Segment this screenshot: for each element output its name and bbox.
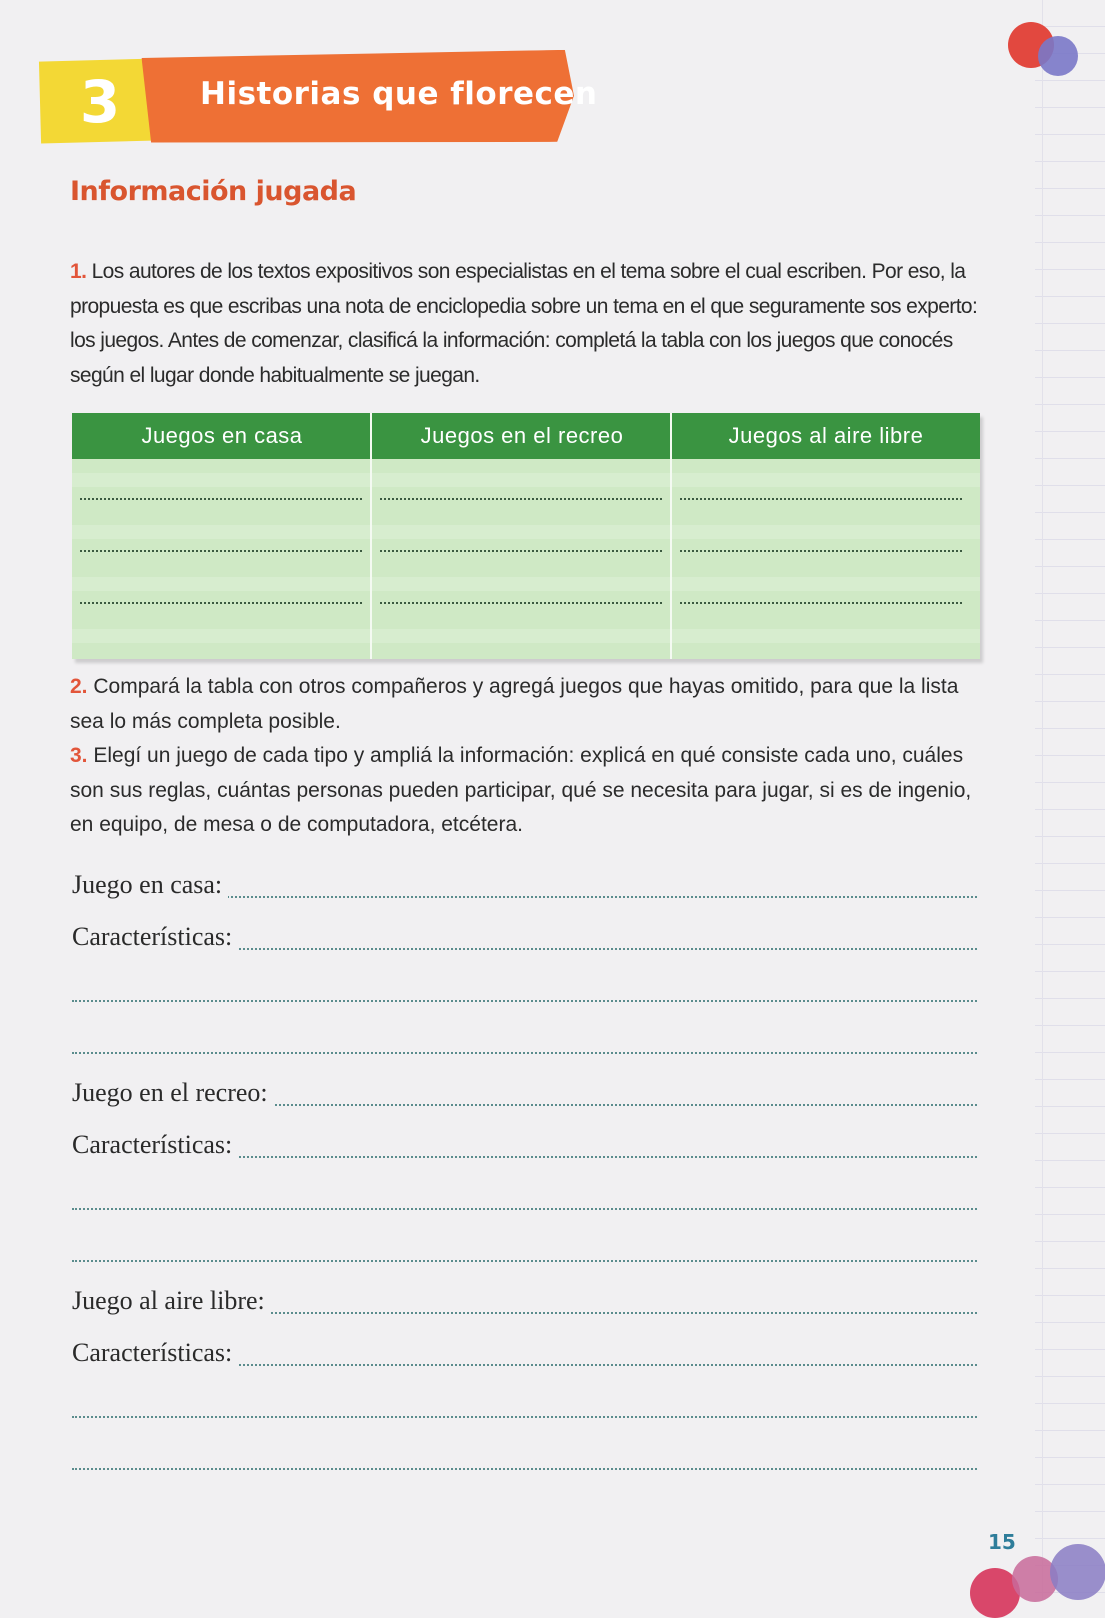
write-line-blank[interactable] — [72, 1230, 977, 1270]
table-stripe — [72, 473, 980, 487]
field-label: Características: — [72, 922, 238, 952]
exercise-2-number: 2. — [70, 675, 88, 698]
exercise-1-number: 1. — [70, 260, 87, 283]
field-juego-casa[interactable] — [72, 866, 977, 906]
write-line — [72, 1052, 977, 1054]
write-line-blank[interactable] — [72, 1438, 977, 1478]
table-cell-line[interactable] — [380, 602, 662, 604]
section-title: Información jugada — [70, 176, 357, 207]
field-label: Juego en casa: — [72, 870, 228, 900]
exercise-3 — [70, 739, 990, 843]
table-cell-line[interactable] — [80, 602, 362, 604]
field-caracteristicas-aire-libre[interactable] — [72, 1334, 977, 1374]
exercise-2 — [70, 670, 990, 739]
table-cell-line[interactable] — [380, 498, 662, 500]
table-stripe — [72, 525, 980, 539]
exercise-3-number: 3. — [70, 744, 88, 767]
exercises-2-3 — [70, 670, 990, 843]
table-column-divider — [670, 413, 672, 659]
page-number: 15 — [988, 1530, 1016, 1554]
table-header-recreo: Juegos en el recreo — [420, 423, 624, 448]
exercise-2-text: Compará la tabla con otros compañeros y agregá juegos que hayas omitido, para que la lista sea lo más completa posible. — [70, 675, 959, 733]
table-cell-line[interactable] — [80, 498, 362, 500]
field-caracteristicas-casa[interactable] — [72, 918, 977, 958]
write-line — [72, 1260, 977, 1262]
write-line-blank[interactable] — [72, 1386, 977, 1426]
table-cell-line[interactable] — [680, 498, 962, 500]
table-cell-line[interactable] — [380, 550, 662, 552]
write-line — [72, 1000, 977, 1002]
field-juego-recreo[interactable] — [72, 1074, 977, 1114]
field-label: Juego al aire libre: — [72, 1286, 271, 1316]
chapter-banner — [40, 52, 598, 150]
chapter-title: Historias que florecen — [200, 76, 598, 112]
write-line — [72, 1416, 977, 1418]
table-cell-line[interactable] — [680, 602, 962, 604]
chapter-number: 3 — [79, 68, 121, 136]
decorative-dot-purple — [1038, 36, 1078, 76]
exercise-3-text: Elegí un juego de cada tipo y ampliá la información: explicá en qué consiste cada uno, cuáles son sus reglas, cuántas personas pueden participar, qué se necesita para jugar, si es de ingenio, en equipo, de mesa o de computadora, etcétera. — [70, 744, 972, 836]
table-column-divider — [370, 413, 372, 659]
field-caracteristicas-recreo[interactable] — [72, 1126, 977, 1166]
notebook-edge-rule — [1042, 0, 1043, 1600]
table-header-casa: Juegos en casa — [141, 423, 303, 448]
games-table — [72, 413, 980, 659]
table-cell-line[interactable] — [680, 550, 962, 552]
table-stripe — [72, 577, 980, 591]
table-stripe — [72, 629, 980, 643]
field-label: Características: — [72, 1338, 238, 1368]
table-cell-line[interactable] — [80, 550, 362, 552]
notebook-edge-lines — [1035, 0, 1105, 1600]
field-label: Juego en el recreo: — [72, 1078, 274, 1108]
write-line — [72, 1468, 977, 1470]
exercise-1 — [70, 255, 1000, 393]
write-line-blank[interactable] — [72, 970, 977, 1010]
table-header-aire-libre: Juegos al aire libre — [728, 423, 924, 448]
field-label: Características: — [72, 1130, 238, 1160]
field-juego-aire-libre[interactable] — [72, 1282, 977, 1322]
write-line-blank[interactable] — [72, 1178, 977, 1218]
write-line — [72, 1208, 977, 1210]
exercise-1-text: Los autores de los textos expositivos son especialistas en el tema sobre el cual escriben. Por eso, la propuesta es que escribas una nota de enciclopedia sobre un tema en el que seguramente sos experto: los juegos. Antes de comenzar, clasificá la información: completá la tabla con los juegos que conocés según el lugar donde habitualmente se juegan. — [70, 260, 978, 387]
write-line-blank[interactable] — [72, 1022, 977, 1062]
decorative-dot-violet — [1050, 1544, 1105, 1600]
